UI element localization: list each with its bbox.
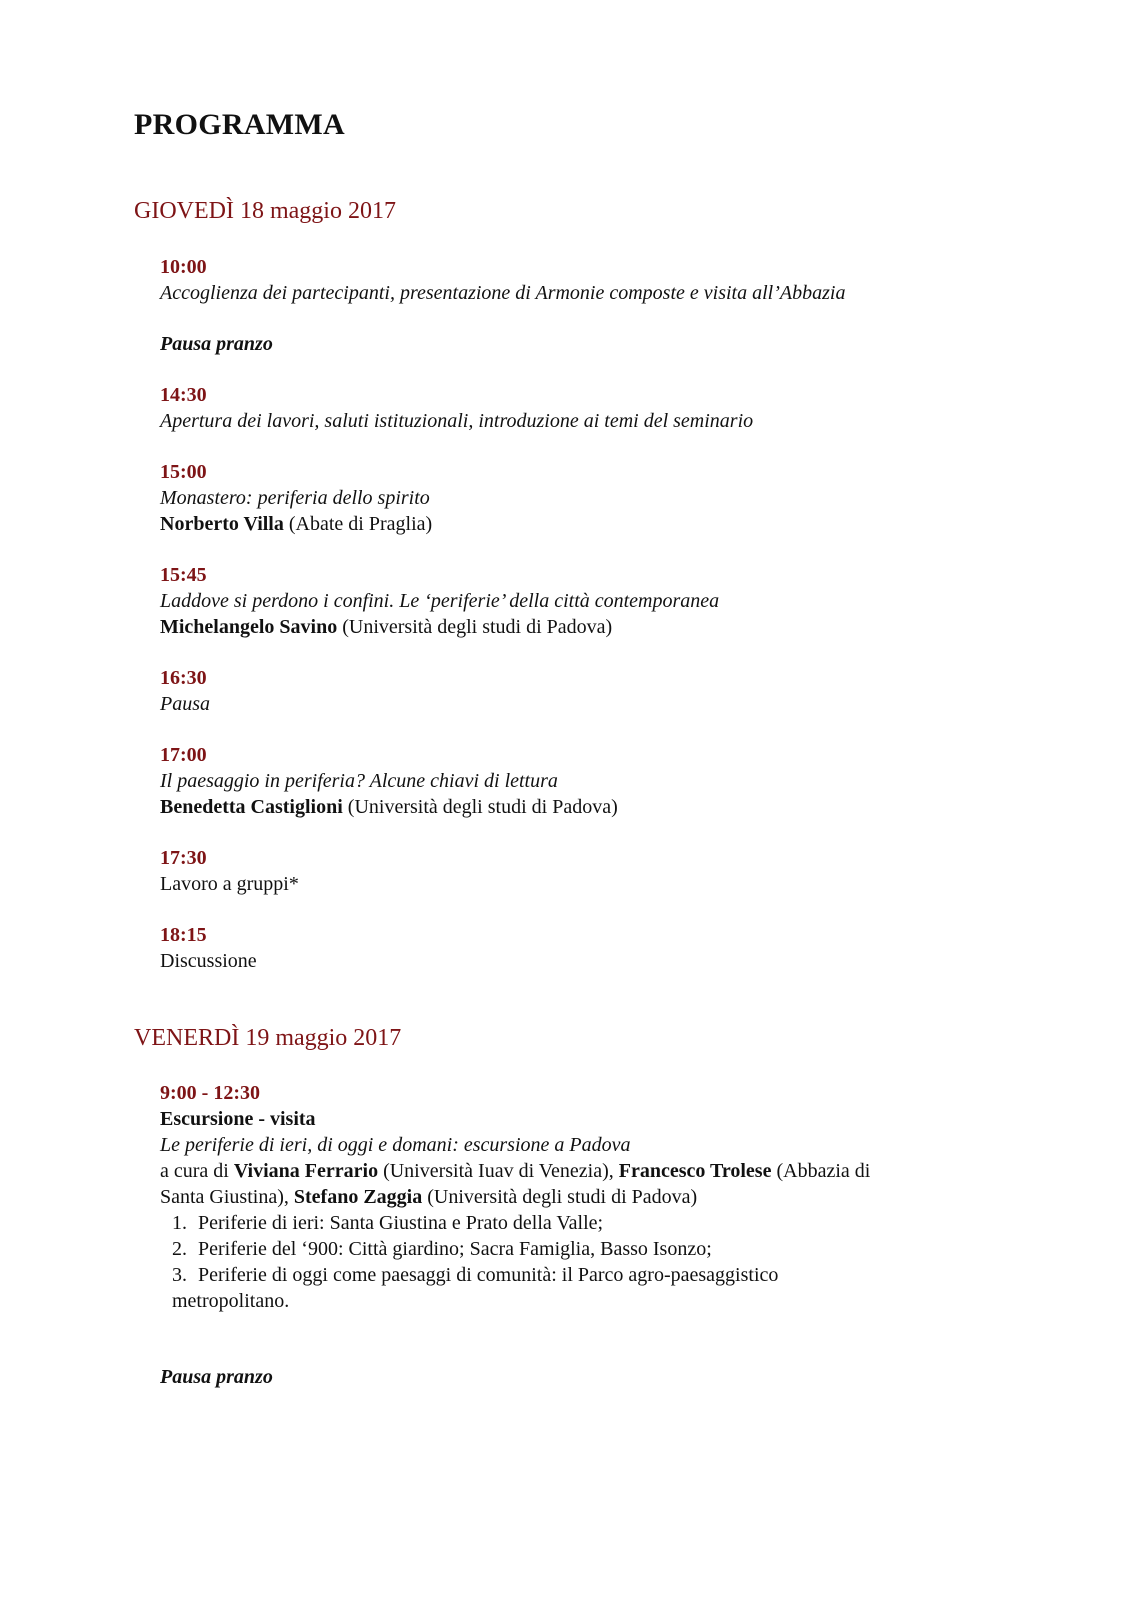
speaker-line: [160, 794, 618, 820]
session-title: Apertura dei lavori, saluti istituzionali, introduzione ai temi del seminario: [160, 410, 754, 432]
list-item-continuation: metropolitano.: [172, 1290, 290, 1312]
session-title: Il paesaggio in periferia? Alcune chiavi di lettura: [160, 770, 558, 792]
speaker-name: Benedetta Castiglioni: [160, 796, 343, 818]
session-title: Discussione: [160, 950, 257, 972]
session-title: Laddove si perdono i confini. Le ‘periferie’ della città contemporanea: [160, 590, 720, 612]
list-text: Periferie di ieri: Santa Giustina e Prato della Valle;: [198, 1212, 604, 1234]
curators-line-cont: [160, 1184, 697, 1210]
time-slot: 18:15: [160, 924, 207, 946]
time-slot: 15:45: [160, 564, 207, 586]
day-heading-friday: VENERDÌ 19 maggio 2017: [134, 1025, 402, 1051]
curator-name: Stefano Zaggia: [293, 1186, 423, 1208]
curator-affiliation: (Abbazia di: [771, 1160, 871, 1182]
list-number: 2.: [172, 1238, 187, 1260]
time-slot: 17:30: [160, 847, 207, 869]
list-item: [172, 1262, 778, 1288]
list-number: 3.: [172, 1264, 187, 1286]
time-slot: 10:00: [160, 256, 207, 278]
day-heading-thursday: GIOVEDÌ 18 maggio 2017: [134, 198, 396, 224]
time-slot: 15:00: [160, 461, 207, 483]
lunch-break: Pausa pranzo: [160, 1366, 273, 1388]
lunch-break: Pausa pranzo: [160, 333, 273, 355]
speaker-name: Michelangelo Savino: [160, 616, 338, 638]
speaker-line: [160, 511, 432, 537]
curator-affiliation: (Università Iuav di Venezia),: [378, 1160, 619, 1182]
curator-affiliation: (Università degli studi di Padova): [422, 1186, 698, 1208]
session-title: Accoglienza dei partecipanti, presentazione di Armonie composte e visita all’Abbazia: [160, 282, 846, 304]
session-subtitle: Escursione - visita: [160, 1108, 316, 1130]
speaker-affiliation: (Università degli studi di Padova): [337, 616, 613, 638]
curator-name: Francesco Trolese: [618, 1160, 772, 1182]
list-text: Periferie di oggi come paesaggi di comunità: il Parco agro-paesaggistico: [198, 1264, 779, 1286]
time-slot: 17:00: [160, 744, 207, 766]
curator-affiliation: Santa Giustina),: [160, 1186, 294, 1208]
time-slot: 9:00 - 12:30: [160, 1082, 260, 1104]
page-title: PROGRAMMA: [134, 108, 345, 141]
list-item: [172, 1210, 603, 1236]
curators-line: [160, 1158, 870, 1184]
curator-name: Viviana Ferrario: [233, 1160, 379, 1182]
speaker-affiliation: (Università degli studi di Padova): [342, 796, 618, 818]
session-title: Monastero: periferia dello spirito: [160, 487, 430, 509]
list-text: Periferie del ‘900: Città giardino; Sacra Famiglia, Basso Isonzo;: [198, 1238, 712, 1260]
speaker-affiliation: (Abate di Praglia): [283, 513, 433, 535]
session-title: Le periferie di ieri, di oggi e domani: escursione a Padova: [160, 1134, 631, 1156]
session-title: Pausa: [160, 693, 210, 715]
speaker-name: Norberto Villa: [160, 513, 284, 535]
list-item: [172, 1236, 712, 1262]
time-slot: 14:30: [160, 384, 207, 406]
time-slot: 16:30: [160, 667, 207, 689]
list-number: 1.: [172, 1212, 187, 1234]
curated-prefix: a cura di: [160, 1160, 234, 1182]
speaker-line: [160, 614, 612, 640]
session-title: Lavoro a gruppi*: [160, 873, 299, 895]
